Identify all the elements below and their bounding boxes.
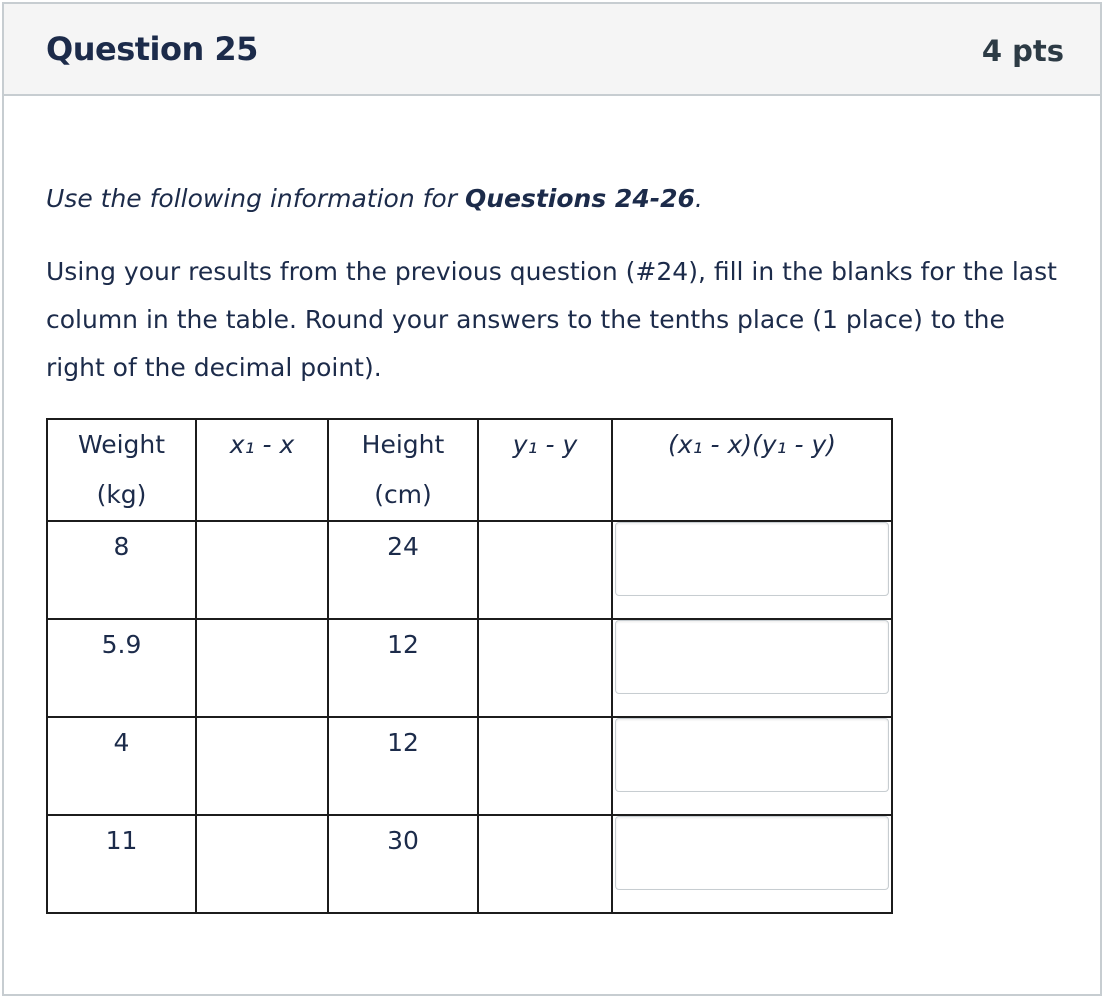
cell-xdiff: [196, 717, 328, 815]
cell-weight: 4: [47, 717, 196, 815]
cell-weight: 5.9: [47, 619, 196, 717]
intro-suffix: .: [694, 184, 703, 213]
cell-ydiff: [478, 521, 612, 619]
question-title: Question 25: [46, 30, 258, 68]
cell-ydiff: [478, 815, 612, 913]
table-row: [47, 717, 892, 815]
header-weight-label: Weight: [77, 430, 166, 459]
table-row: [47, 619, 892, 717]
question-header: [4, 4, 1100, 96]
data-table: [46, 418, 893, 914]
cell-weight: 11: [47, 815, 196, 913]
header-height-label: Height: [361, 430, 445, 459]
cell-product: [612, 619, 892, 717]
cell-product: [612, 717, 892, 815]
intro-bold: Questions 24-26: [464, 184, 695, 213]
cell-height: 24: [328, 521, 478, 619]
header-ydiff: [478, 419, 612, 521]
answer-input-2[interactable]: [615, 620, 889, 694]
cell-weight: 8: [47, 521, 196, 619]
header-product: [612, 419, 892, 521]
answer-input-4[interactable]: [615, 816, 889, 890]
cell-height: 30: [328, 815, 478, 913]
question-card: [2, 2, 1102, 996]
cell-ydiff: [478, 619, 612, 717]
intro-line: [46, 184, 703, 213]
intro-prefix: Use the following information for: [46, 184, 465, 213]
cell-xdiff: [196, 521, 328, 619]
header-weight-unit: (kg): [96, 480, 147, 509]
answer-input-3[interactable]: [615, 718, 889, 792]
cell-height: 12: [328, 619, 478, 717]
header-product-label: (x₁ - x)(y₁ - y): [667, 430, 837, 459]
header-height: [328, 419, 478, 521]
header-ydiff-label: y₁ - y: [512, 430, 578, 459]
table-row: [47, 815, 892, 913]
cell-ydiff: [478, 717, 612, 815]
header-xdiff-label: x₁ - x: [229, 430, 295, 459]
cell-xdiff: [196, 815, 328, 913]
header-xdiff: [196, 419, 328, 521]
answer-input-1[interactable]: [615, 522, 889, 596]
cell-product: [612, 521, 892, 619]
question-points: 4 pts: [981, 34, 1064, 68]
cell-height: 12: [328, 717, 478, 815]
table-header-row: [47, 419, 892, 521]
header-weight: [47, 419, 196, 521]
header-height-unit: (cm): [374, 480, 432, 509]
table-row: [47, 521, 892, 619]
cell-product: [612, 815, 892, 913]
cell-xdiff: [196, 619, 328, 717]
instructions-text: Using your results from the previous question (#24), fill in the blanks for the last column in the table. Round your answers to the tenths place (1 place) to the right of the decimal point).: [46, 257, 1057, 382]
